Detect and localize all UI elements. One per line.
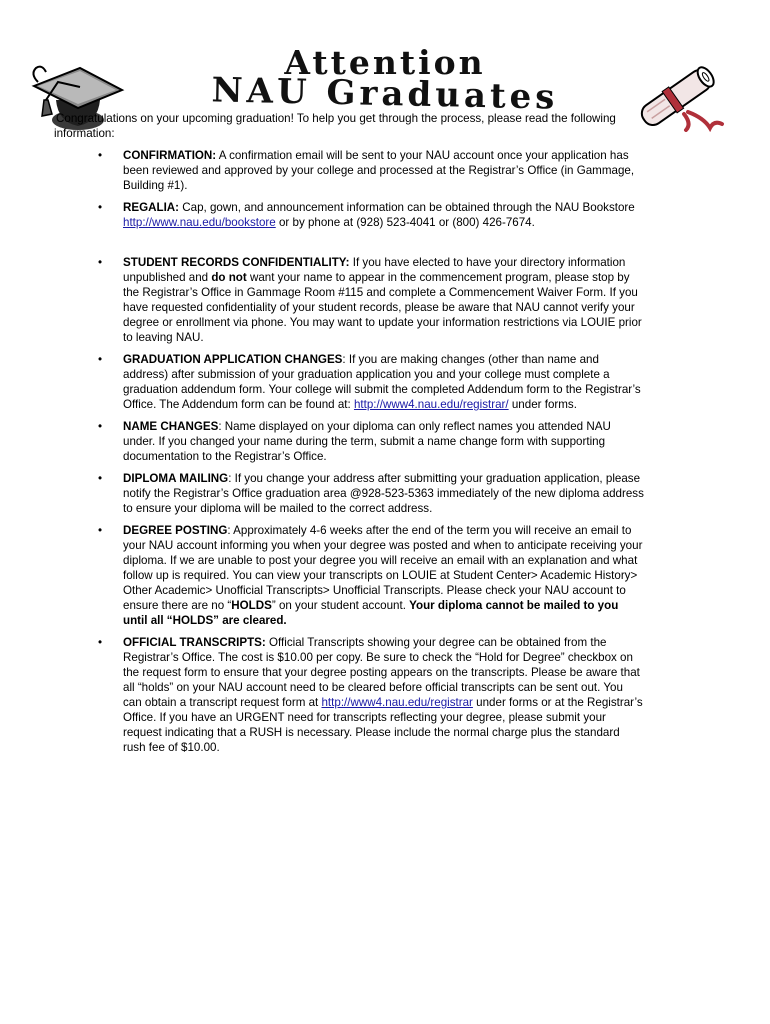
bookstore-link[interactable]: http://www.nau.edu/bookstore <box>123 216 276 229</box>
intro-paragraph <box>54 111 694 141</box>
item-heading: REGALIA: <box>123 201 180 214</box>
title-line-1: Attention <box>284 43 486 82</box>
bullet: • <box>98 201 103 214</box>
item-text: under forms. <box>508 398 577 411</box>
item-text: : Approximately 4-6 weeks after the end of the term you will receive an email to your NAU account informing you when your degree was posted and when to anticipate receiving your diploma. If we are unable to post your degree you will receive an email with an explanation and what follow up is required. You can view your transcripts on LOUIE at Student Center> Academic History> Other Academic> Unofficial Transcripts> Unofficial Transcripts. Please check your NAU account to ensure there are no “ <box>123 524 643 612</box>
bullet: • <box>98 420 103 433</box>
registrar-link[interactable]: http://www4.nau.edu/registrar <box>321 696 473 709</box>
list-item-confirmation <box>54 148 644 193</box>
bullet: • <box>98 149 103 162</box>
item-text: If you have elected to have your directory information unpublished and <box>123 256 626 284</box>
list-item-regalia <box>54 200 644 230</box>
item-text: : If you are making changes (other than name and address) after submission of your graduation application you and your college must complete a graduation addendum form. Your college will submit the completed Addendum form to the Registrar’s Office. The Addendum form can be found at: <box>123 353 641 411</box>
item-emphasis: do not <box>211 271 247 284</box>
item-heading: GRADUATION APPLICATION CHANGES <box>123 353 343 366</box>
list-item-application-changes <box>54 352 644 412</box>
information-list <box>54 148 644 755</box>
holds-emphasis: HOLDS <box>231 599 272 612</box>
bullet: • <box>98 472 103 485</box>
list-item-name-changes <box>54 419 644 464</box>
item-emphasis: Your diploma cannot be mailed to you until all “HOLDS” are cleared. <box>123 599 619 627</box>
item-heading: DEGREE POSTING <box>123 524 228 537</box>
bullet: • <box>98 256 103 269</box>
item-text: want your name to appear in the commencement program, please stop by the Registrar’s Office in Gammage Room #115 and complete a Commencement Waiver Form. If you have requested confidentiality of your student records, please be aware that NAU cannot verify your degree or enrollment via phone. You may want to update your information restrictions via LOUIE prior to leaving NAU. <box>123 271 642 344</box>
item-text: : If you change your address after submitting your graduation application, please notify the Registrar’s Office graduation area @928-523-5363 immediately of the new diploma address to ensure your diploma will be mailed to the correct address. <box>123 472 644 515</box>
item-heading: NAME CHANGES <box>123 420 219 433</box>
item-text: or by phone at (928) 523-4041 or (800) 426-7674. <box>275 216 535 229</box>
item-heading: STUDENT RECORDS CONFIDENTIALITY: <box>123 256 350 269</box>
intro-line-1: Congratulations on your upcoming graduation! To help you get through the process, please read the following <box>56 112 616 125</box>
list-item-diploma-mailing <box>54 471 644 516</box>
item-text: Official Transcripts showing your degree can be obtained from the Registrar’s Office. The cost is $10.00 per copy. Be sure to check the “Hold for Degree” checkbox on the request form to ensure that your degree posting appears on the transcripts. Please be aware that all “holds” on your NAU account need to be cleared before official transcripts can be sent out. You can obtain a transcript request form at <box>123 636 640 709</box>
registrar-link[interactable]: http://www4.nau.edu/registrar/ <box>353 398 509 411</box>
item-heading: OFFICIAL TRANSCRIPTS: <box>123 636 266 649</box>
item-text: : Name displayed on your diploma can only reflect names you attended NAU under. If you changed your name during the term, submit a name change form with supporting documentation to the Registrar’s Office. <box>123 420 611 463</box>
item-text: A confirmation email will be sent to your NAU account once your application has been reviewed and approved by your college and processed at the Registrar’s Office (in Gammage, Building #1). <box>123 149 635 192</box>
bullet: • <box>98 353 103 366</box>
title-line-2: NAU Graduates <box>211 70 559 118</box>
list-item-degree-posting <box>54 523 644 628</box>
item-text: Cap, gown, and announcement information can be obtained through the NAU Bookstore <box>179 201 635 214</box>
item-text: ” on your student account. <box>271 599 410 612</box>
bullet: • <box>98 636 103 649</box>
item-heading: DIPLOMA MAILING <box>123 472 229 485</box>
item-text: under forms or at the Registrar’s Office. If you have an URGENT need for transcripts reflecting your degree, please submit your request indicating that a RUSH is necessary. Please include the normal charge plus the standard rush fee of $10.00. <box>123 696 643 754</box>
intro-line-2: information: <box>54 127 115 140</box>
bullet: • <box>98 524 103 537</box>
list-item-records-confidentiality <box>54 255 644 345</box>
item-heading: CONFIRMATION: <box>123 149 217 162</box>
list-item-official-transcripts <box>54 635 644 755</box>
